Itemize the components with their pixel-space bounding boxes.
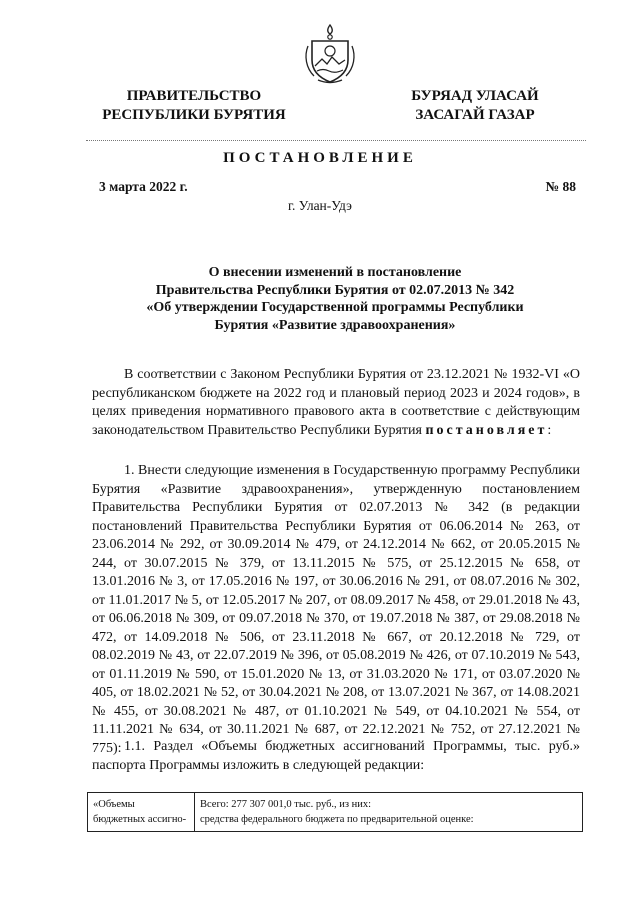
issuer-line-1: ПРАВИТЕЛЬСТВО [126,88,262,104]
issuer-buryat-line-2: ЗАСАГАЙ ГАЗАР [415,107,535,123]
subject-line-3: «Об утверждении Государственной программы Республики [146,300,524,315]
subject-line-2: Правительства Республики Бурятия от 02.07.2013 № 342 [155,282,515,298]
issuer-line-2: РЕСПУБЛИКИ БУРЯТИЯ [102,107,286,123]
document-number: № 88 [545,179,576,194]
document-subject [100,264,570,334]
issuer-name-russian [88,87,300,125]
issuer-name-buryat [400,87,550,125]
coat-of-arms-icon [298,22,362,86]
preamble-text: В соответствии с Законом Республики Бурятия от 23.12.2021 № 1932-VI «О республиканском бюджете на 2022 год и плановый период 2023 и 2024 годов», в целях приведения нормативного правового акта в соответствие с действующим законодательством Правительство Республики Бурятия [92,367,580,438]
item-1-1-paragraph: 1.1. Раздел «Объемы бюджетных ассигнований Программы, тыс. руб.» паспорта Программы изложить в следующей редакции: [92,739,580,773]
resolves-word: постановляет [425,422,548,438]
document-type-title: ПОСТАНОВЛЕНИЕ [223,150,417,166]
table-row [88,793,583,832]
table-value-line-1: Всего: 277 307 001,0 тыс. руб., из них: [200,799,372,810]
subject-line-4: Бурятия «Развитие здравоохранения» [214,317,456,333]
issuer-buryat-line-1: БУРЯАД УЛАСАЙ [411,88,539,104]
budget-table [87,792,583,832]
subject-line-1: О внесении изменений в постановление [208,265,462,280]
table-cell-label: «Объемы бюджетных ассигно- [88,793,195,832]
document-date: 3 марта 2022 г. [99,179,188,194]
item-1-paragraph: 1. Внести следующие изменения в Государственную программу Республики Бурятия «Развитие здравоохранения», утвержденную постановлением Правительства Республики Бурятия от 02.07.2013 № 342 (в редакции постановлений Правительства Республики Бурятия от 06.06.2014 № 263, от 23.06.2014 № 292, от 30.09.2014 № 479, от 24.12.2014 № 662, от 20.05.2015 № 244, от 30.07.2015 № 379, от 13.11.2015 № 575, от 25.12.2015 № 658, от 13.01.2016 № 3, от 17.05.2016 № 197, от 30.06.2016 № 291, от 08.07.2016 № 302, от 11.01.2017 № 5, от 12.05.2017 № 207, от 08.09.2017 № 458, от 29.01.2018 № 43, от 06.06.2018 № 309, от 09.07.2018 № 370, от 19.07.2018 № 387, от 29.08.2018 № 472, от 14.09.2018 № 506, от 23.11.2018 № 667, от 20.12.2018 № 729, от 08.02.2019 № 43, от 22.07.2019 № 396, от 05.08.2019 № 426, от 07.10.2019 № 543, от 01.11.2019 № 590, от 15.01.2020 № 13, от 31.03.2020 № 171, от 03.07.2020 № 405, от 18.02.2021 № 52, от 30.04.2021 № 208, от 13.07.2021 № 367, от 14.08.2021 № 455, от 30.08.2021 № 487, от 01.10.2021 № 549, от 04.10.2021 № 554, от 11.11.2021 № 634, от 30.11.2021 № 687, от 22.12.2021 № 752, от 27.12.2021 № 775): [92,463,580,756]
document-city: г. Улан-Удэ [288,198,352,213]
preamble-paragraph [92,366,580,440]
table-value-line-2: средства федерального бюджета по предварительной оценке: [200,814,474,825]
preamble-end: : [547,422,552,438]
table-cell-value [195,793,583,832]
header-divider [86,140,586,141]
